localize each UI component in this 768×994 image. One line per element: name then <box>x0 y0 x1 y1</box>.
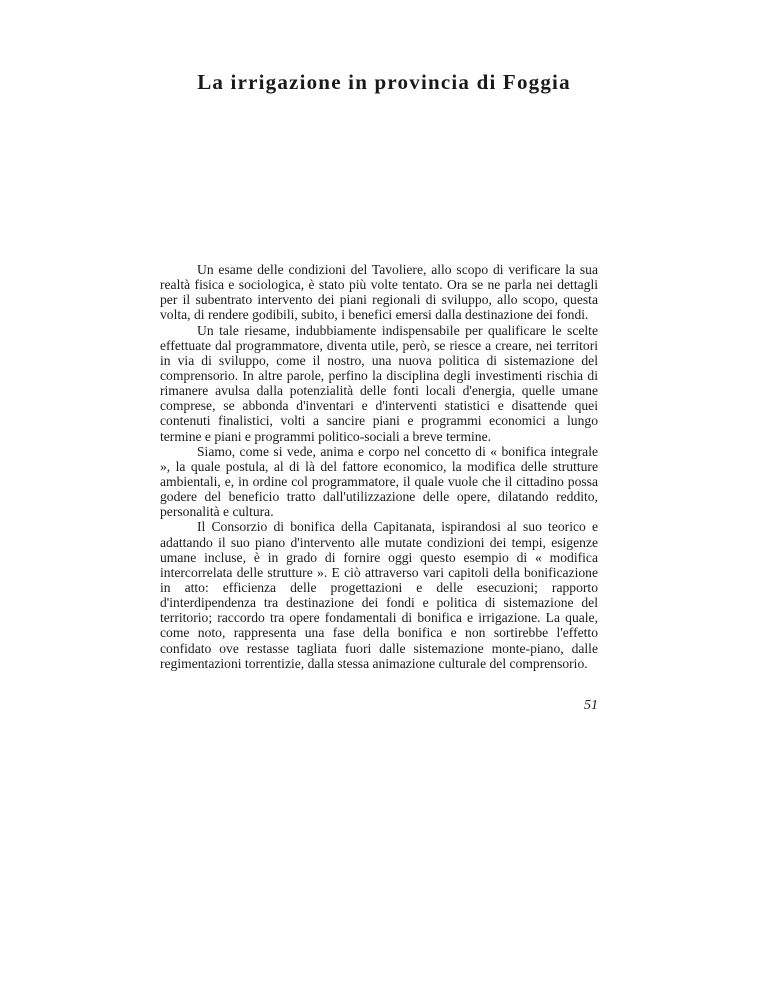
page-title: La irrigazione in provincia di Foggia <box>197 70 571 95</box>
text-line: rimanere avulsa dalla potenzialità delle fonti locali d'energia, quelle umane <box>160 383 598 399</box>
text-line: Un esame delle condizioni del Tavoliere, allo scopo di verificare la sua <box>197 262 598 277</box>
text-line: in atto: efficienza delle progettazioni e delle esecuzioni; rapporto <box>160 579 598 595</box>
text-line: personalità e cultura. <box>160 504 274 520</box>
text-line: Il Consorzio di bonifica della Capitanata, ispirandosi al suo teorico e <box>197 519 598 535</box>
paragraph <box>160 444 598 520</box>
text-line: adattando il suo piano d'intervento alle mutate condizioni dei tempi, esigenze <box>160 534 598 550</box>
text-line: umane incluse, è in grado di fornire oggi questo esempio di « modifica <box>160 549 598 565</box>
text-line: termine e piani e programmi politico-sociali a breve termine. <box>160 428 492 444</box>
text-line: d'interdipendenza tra destinazione dei fondi e politica di sistemazione del <box>160 595 598 611</box>
text-line: comprensorio. In altre parole, perfino la disciplina degli investimenti rischia di <box>160 367 598 383</box>
page-number: 51 <box>584 698 598 713</box>
text-line: come noto, rappresenta una fase della bonifica e non sortirebbe l'effetto <box>160 625 598 641</box>
text-line: in via di sviluppo, come il nostro, una nuova politica di sistemazione del <box>160 352 598 368</box>
body-text <box>160 262 598 671</box>
text-line: confidato ove restasse tagliata fuori dalle sistemazione monte-piano, dalle <box>160 640 598 656</box>
text-line: », la quale postula, al di là del fattore economico, la modifica delle strutture <box>160 458 598 474</box>
text-line: intercorrelata delle strutture ». E ciò attraverso vari capitoli della bonificazione <box>160 564 598 580</box>
text-line: per il subentrato intervento dei piani regionali di sviluppo, allo scopo, questa <box>160 292 598 308</box>
text-line: ambientali, e, in ordine col programmatore, il quale vuole che il cittadino possa <box>160 473 598 489</box>
text-line: regimentazioni torrentizie, dalla stessa animazione culturale del comprensorio. <box>160 655 588 671</box>
text-line: territorio; raccordo tra opere fondamentali di bonifica e irrigazione. La quale, <box>160 610 598 626</box>
paragraph <box>160 323 598 444</box>
text-line: effettuate dal programmatore, diventa utile, però, se riesce a creare, nei territori <box>160 337 598 353</box>
text-line: Siamo, come si vede, anima e corpo nel concetto di « bonifica integrale <box>197 443 598 459</box>
text-line: realtà fisica e sociologica, è stato più volte tentato. Ora se ne parla nei dettagli <box>160 277 598 293</box>
text-line: contenuti finalistici, volti a sancire piani e programmi economici a lungo <box>160 413 598 429</box>
text-line: godere del beneficio tratto dall'utilizzazione delle opere, dilatando reddito, <box>160 489 598 505</box>
paragraph <box>160 262 598 323</box>
text-line: volta, di rendere godibili, subito, i benefici emersi dalla destinazione dei fondi. <box>160 307 589 323</box>
text-line: comprese, se abbonda d'inventari e d'interventi statistici e disattende quei <box>160 398 598 414</box>
paragraph <box>160 519 598 670</box>
text-line: Un tale riesame, indubbiamente indispensabile per qualificare le scelte <box>197 322 598 338</box>
